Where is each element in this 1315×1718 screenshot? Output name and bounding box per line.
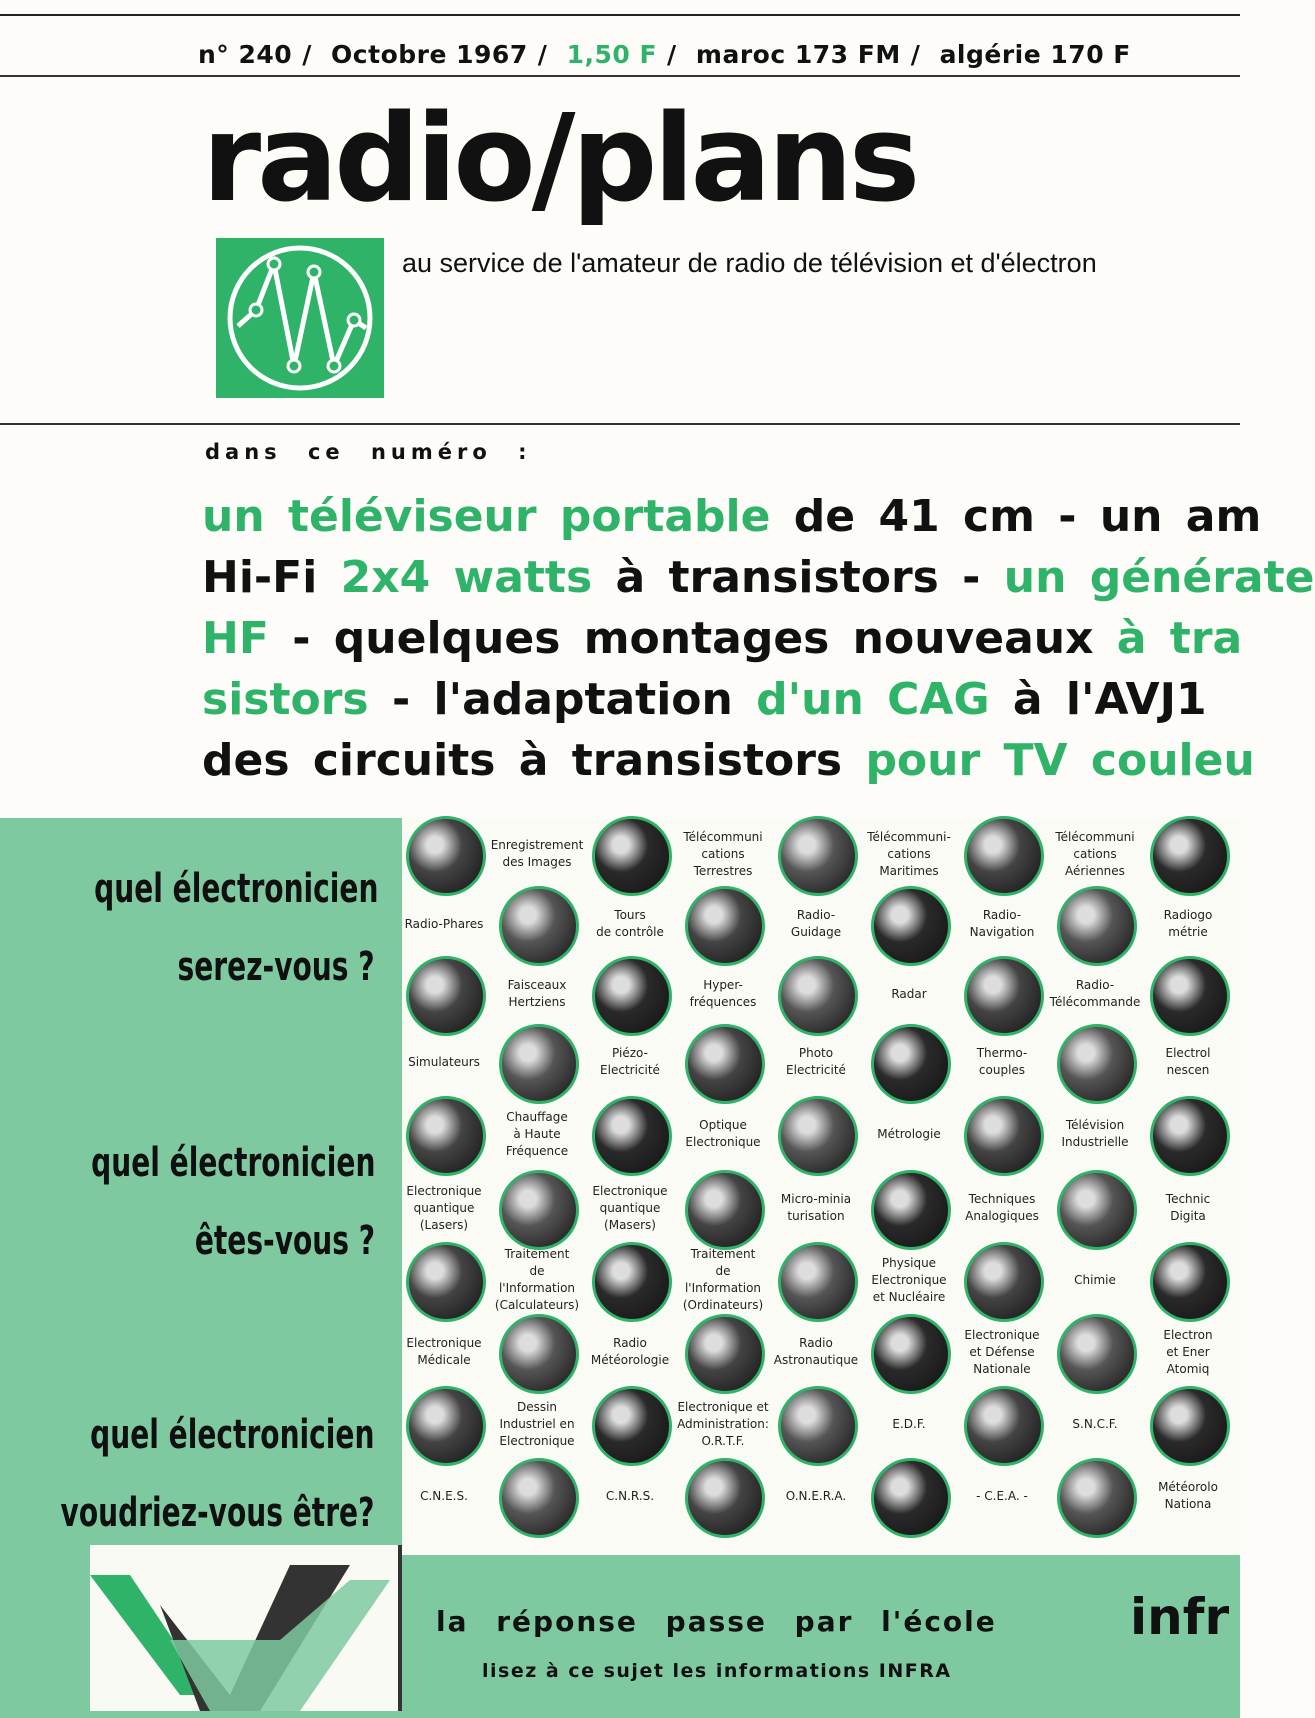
specialty-label: Météorolo Nationa xyxy=(1158,1480,1218,1511)
infra-brand: infr xyxy=(1130,1588,1230,1646)
specialty-photo xyxy=(406,956,486,1036)
specialty-photo xyxy=(1150,1096,1230,1176)
specialty-label: Faisceaux Hertziens xyxy=(507,978,567,1009)
header-rule xyxy=(0,75,1240,77)
specialty-label: Radiogo métrie xyxy=(1163,908,1213,939)
specialty-label: Electrol nescen xyxy=(1165,1046,1211,1077)
issue-line: n° 240 / Octobre 1967 / 1,50 F / maroc 173 FM / algérie 170 F xyxy=(198,40,1131,69)
contents-segment: de 41 cm - un am xyxy=(770,491,1262,542)
issue-price: 1,50 F xyxy=(566,40,658,69)
question-3-line-1: quel électronicien xyxy=(89,1412,374,1458)
contents-segment: d'un CAG xyxy=(756,674,990,725)
specialty-photo xyxy=(964,1096,1044,1176)
specialty-photo xyxy=(871,886,951,966)
section-rule xyxy=(0,423,1240,425)
tagline: au service de l'amateur de radio de télévision et d'électron xyxy=(402,248,1097,278)
contents-segment: pour TV couleu xyxy=(865,735,1255,786)
specialty-photo xyxy=(592,1096,672,1176)
specialty-photo xyxy=(499,1170,579,1250)
masthead-title: radio/plans xyxy=(202,90,917,229)
contents-line xyxy=(202,730,1255,791)
specialty-label: Métrologie xyxy=(877,1126,941,1141)
specialty-photo xyxy=(592,956,672,1036)
contents-segment: - quelques montages nouveaux xyxy=(268,613,1117,664)
question-1-line-1: quel électronicien xyxy=(93,866,378,912)
question-2-line-2: êtes-vous ? xyxy=(194,1218,375,1264)
specialty-photo xyxy=(871,1458,951,1538)
specialty-label: Techniques Analogiques xyxy=(965,1192,1039,1223)
specialty-photo xyxy=(592,816,672,896)
specialty-label: Télécommuni cations Terrestres xyxy=(683,829,763,878)
contents-segment: à transistors - xyxy=(592,552,1004,603)
specialty-label: Radio Météorologie xyxy=(590,1336,670,1367)
specialty-label: Radio- Navigation xyxy=(969,908,1035,939)
specialty-photo xyxy=(1150,956,1230,1036)
specialty-label: Photo Electricité xyxy=(786,1046,846,1077)
specialty-photo xyxy=(1057,1024,1137,1104)
specialty-label: C.N.E.S. xyxy=(420,1488,468,1503)
contents-segment: à tra xyxy=(1116,613,1243,664)
specialty-label: S.N.C.F. xyxy=(1072,1416,1118,1431)
specialty-label: Thermo- couples xyxy=(976,1046,1028,1077)
specialty-label: Télévision Industrielle xyxy=(1061,1118,1129,1149)
specialty-photo xyxy=(499,1458,579,1538)
contents-line xyxy=(202,669,1242,730)
specialty-label: Electronique et Défense Nationale xyxy=(964,1327,1040,1376)
specialty-photo xyxy=(1057,1458,1137,1538)
specialty-photo xyxy=(778,956,858,1036)
specialty-label: Electronique quantique (Masers) xyxy=(592,1183,668,1232)
specialty-label: Radio Astronautique xyxy=(773,1336,859,1367)
specialty-label: Electronique Médicale xyxy=(406,1336,482,1367)
specialty-photo xyxy=(964,956,1044,1036)
infra-chevron-icon xyxy=(90,1545,398,1711)
contents-segment: HF xyxy=(202,613,269,664)
specialty-label: Electron et Ener Atomiq xyxy=(1163,1327,1213,1376)
specialty-label: Chimie xyxy=(1074,1272,1116,1287)
price-maroc: maroc 173 FM xyxy=(695,40,901,69)
contents-line xyxy=(202,547,1315,608)
specialty-photo xyxy=(871,1314,951,1394)
specialty-photo xyxy=(499,1314,579,1394)
question-3-line-2: voudriez-vous être? xyxy=(60,1490,374,1536)
specialty-label: Micro-minia turisation xyxy=(780,1192,852,1223)
specialty-photo xyxy=(499,1024,579,1104)
specialty-label: Enregistrement des Images xyxy=(490,838,584,869)
question-2-line-1: quel électronicien xyxy=(90,1140,375,1186)
specialty-label: C.N.R.S. xyxy=(605,1488,655,1503)
specialty-label: Traitement de l'Information (Calculateurs) xyxy=(494,1247,580,1312)
specialty-photo xyxy=(1150,816,1230,896)
contents-segment: - l'adaptation xyxy=(368,674,757,725)
specialty-label: E.D.F. xyxy=(892,1416,926,1431)
specialty-photo xyxy=(871,1024,951,1104)
specialty-label: Radio- Guidage xyxy=(790,908,842,939)
specialty-photo xyxy=(1150,1242,1230,1322)
specialty-label: Physique Electronique et Nucléaire xyxy=(871,1255,947,1304)
lisez-text: lisez à ce sujet les informations INFRA xyxy=(482,1660,952,1682)
specialty-photo xyxy=(406,1242,486,1322)
contents-list xyxy=(202,486,1315,791)
contents-line xyxy=(202,608,1242,669)
specialty-label: Piézo- Electricité xyxy=(600,1046,660,1077)
contents-segment: 2x4 watts xyxy=(340,552,593,603)
specialty-photo xyxy=(685,1314,765,1394)
specialty-label: Dessin Industriel en Electronique xyxy=(499,1399,575,1448)
contents-segment: Hi-Fi xyxy=(202,552,341,603)
specialty-photo xyxy=(778,816,858,896)
specialty-label: Radio-Phares xyxy=(404,916,484,931)
contents-segment: un téléviseur portable xyxy=(202,491,771,542)
specialties-grid xyxy=(402,818,1240,1555)
oscilloscope-logo-icon xyxy=(216,238,384,398)
issue-number: n° 240 xyxy=(198,40,293,69)
specialty-photo xyxy=(592,1386,672,1466)
contents-segment: des circuits à transistors xyxy=(202,735,866,786)
issue-date: Octobre 1967 xyxy=(331,40,528,69)
specialty-label: Electronique et Administration: O.R.T.F. xyxy=(677,1399,769,1448)
contents-segment: sistors xyxy=(202,674,369,725)
specialty-photo xyxy=(1150,1386,1230,1466)
specialty-label: Radio- Télécommande xyxy=(1049,978,1141,1009)
specialty-photo xyxy=(778,1096,858,1176)
contents-segment: un générate xyxy=(1003,552,1315,603)
answer-text: la réponse passe par l'école xyxy=(436,1605,997,1638)
specialty-photo xyxy=(1057,1170,1137,1250)
contents-heading: dans ce numéro : xyxy=(205,440,532,464)
contents-line xyxy=(202,486,1262,547)
specialty-label: Simulateurs xyxy=(408,1054,480,1069)
price-algerie: algérie 170 F xyxy=(939,40,1131,69)
specialty-photo xyxy=(592,1242,672,1322)
specialty-photo xyxy=(685,886,765,966)
specialty-photo xyxy=(685,1024,765,1104)
question-1-line-2: serez-vous ? xyxy=(178,944,375,990)
specialty-label: Radar xyxy=(891,986,927,1001)
specialty-label: O.N.E.R.A. xyxy=(785,1488,847,1503)
specialty-photo xyxy=(778,1242,858,1322)
specialty-label: Tours de contrôle xyxy=(596,908,664,939)
specialty-label: Traitement de l'Information (Ordinateurs) xyxy=(682,1247,764,1312)
specialty-label: Télécommuni cations Aériennes xyxy=(1055,829,1135,878)
specialty-label: Chauffage à Haute Fréquence xyxy=(505,1109,569,1158)
specialty-photo xyxy=(685,1458,765,1538)
specialty-photo xyxy=(778,1386,858,1466)
specialty-label: Télécommuni- cations Maritimes xyxy=(867,829,951,878)
specialty-photo xyxy=(1057,886,1137,966)
specialty-photo xyxy=(871,1170,951,1250)
specialty-label: Electronique quantique (Lasers) xyxy=(406,1183,482,1232)
specialty-label: Optique Electronique xyxy=(685,1118,761,1149)
specialty-label: - C.E.A. - xyxy=(976,1488,1028,1503)
specialty-label: Hyper- fréquences xyxy=(689,978,757,1009)
top-edge xyxy=(0,14,1240,16)
specialty-photo xyxy=(499,886,579,966)
specialty-photo xyxy=(1057,1314,1137,1394)
specialty-photo xyxy=(964,816,1044,896)
specialty-photo xyxy=(406,1096,486,1176)
specialty-photo xyxy=(964,1242,1044,1322)
specialty-photo xyxy=(406,816,486,896)
specialty-label: Technic Digita xyxy=(1165,1192,1211,1223)
specialty-photo xyxy=(406,1386,486,1466)
specialty-photo xyxy=(685,1170,765,1250)
infra-documentation-box xyxy=(90,1545,402,1711)
specialty-photo xyxy=(964,1386,1044,1466)
contents-segment: à l'AVJ1 xyxy=(989,674,1207,725)
